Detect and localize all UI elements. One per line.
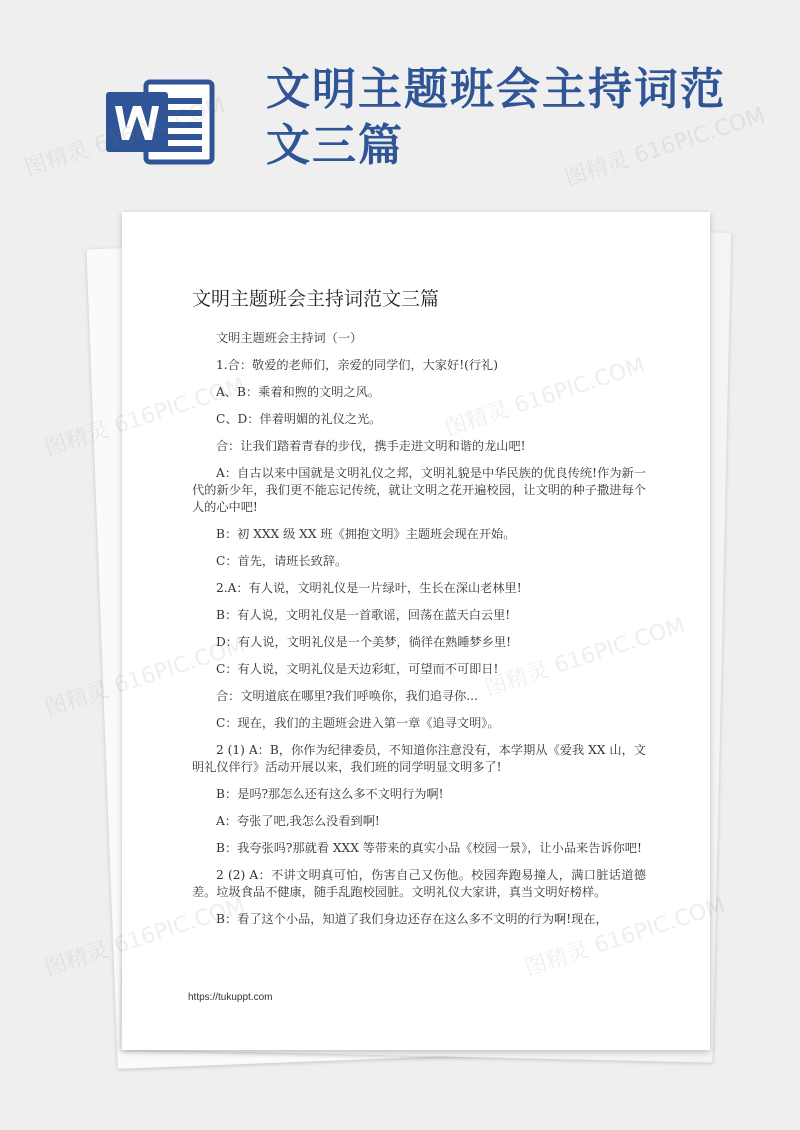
paragraph: C：现在，我们的主题班会进入第一章《追寻文明》。: [216, 716, 500, 730]
paragraph: 文明主题班会主持词（一）: [216, 331, 363, 345]
paragraph: 2 (1) A：B，你作为纪律委员，不知道你注意没有，本学期从《爱我 XX 山，文明礼仪伴行》活动开展以来，我们班的同学明显文明多了!: [192, 743, 646, 774]
paragraph: A、B：乘着和煦的文明之风。: [216, 385, 381, 399]
watermark: 图精灵: [41, 417, 113, 462]
paragraph: B：是吗?那怎么还有这么多不文明行为啊!: [216, 787, 444, 801]
paragraph: B：看了这个小品，知道了我们身边还存在这么多不文明的行为啊!现在，: [216, 912, 608, 926]
word-document-icon: [106, 78, 216, 166]
document-body: [192, 330, 646, 938]
paragraph: B：有人说，文明礼仪是一首歌谣，回荡在蓝天白云里!: [216, 608, 511, 622]
watermark: 图精灵: [41, 677, 113, 722]
paragraph: D：有人说，文明礼仪是一个美梦，徜徉在熟睡梦乡里!: [216, 635, 511, 649]
watermark: 图精灵 616PIC.COM: [561, 103, 769, 192]
paragraph: 1.合：敬爱的老师们，亲爱的同学们，大家好!(行礼): [216, 358, 498, 372]
paragraph: A：夸张了吧,我怎么没看到啊!: [216, 814, 380, 828]
paragraph: C：首先，请班长致辞。: [216, 554, 348, 568]
paragraph: B：初 XXX 级 XX 班《拥抱文明》主题班会现在开始。: [216, 527, 516, 541]
paragraph: 合：文明道底在哪里?我们呼唤你，我们追寻你...: [216, 689, 478, 703]
paragraph: 合：让我们踏着青春的步伐，携手走进文明和谐的龙山吧!: [216, 439, 526, 453]
paragraph: B：我夸张吗?那就看 XXX 等带来的真实小品《校园一景》，让小品来告诉你吧!: [216, 841, 642, 855]
banner-title: 文明主题班会主持词范文三篇: [266, 64, 726, 171]
document-title: 文明主题班会主持词范文三篇: [192, 288, 440, 310]
watermark: 图精灵: [21, 137, 93, 182]
paragraph: 2.A：有人说，文明礼仪是一片绿叶，生长在深山老林里!: [216, 581, 522, 595]
paragraph: 2 (2) A：不讲文明真可怕，伤害自己又伤他。校园奔跑易撞人，满口脏话道德差。垃圾食品不健康，随手乱跑校园脏。文明礼仪大家讲，真当文明好榜样。: [192, 868, 646, 899]
paragraph: A：自古以来中国就是文明礼仪之邦，文明礼貌是中华民族的优良传统!作为新一代的新少年，我们更不能忘记传统，就让文明之花开遍校园，让文明的种子撒进每个人的心中吧!: [192, 466, 646, 514]
document-page: [122, 212, 710, 1050]
watermark: 图精灵: [41, 937, 113, 982]
paragraph: C：有人说，文明礼仪是天边彩虹，可望而不可即日!: [216, 662, 499, 676]
footer-url[interactable]: https://tukuppt.com: [188, 992, 273, 1003]
paragraph: C、D：伴着明媚的礼仪之光。: [216, 412, 382, 426]
